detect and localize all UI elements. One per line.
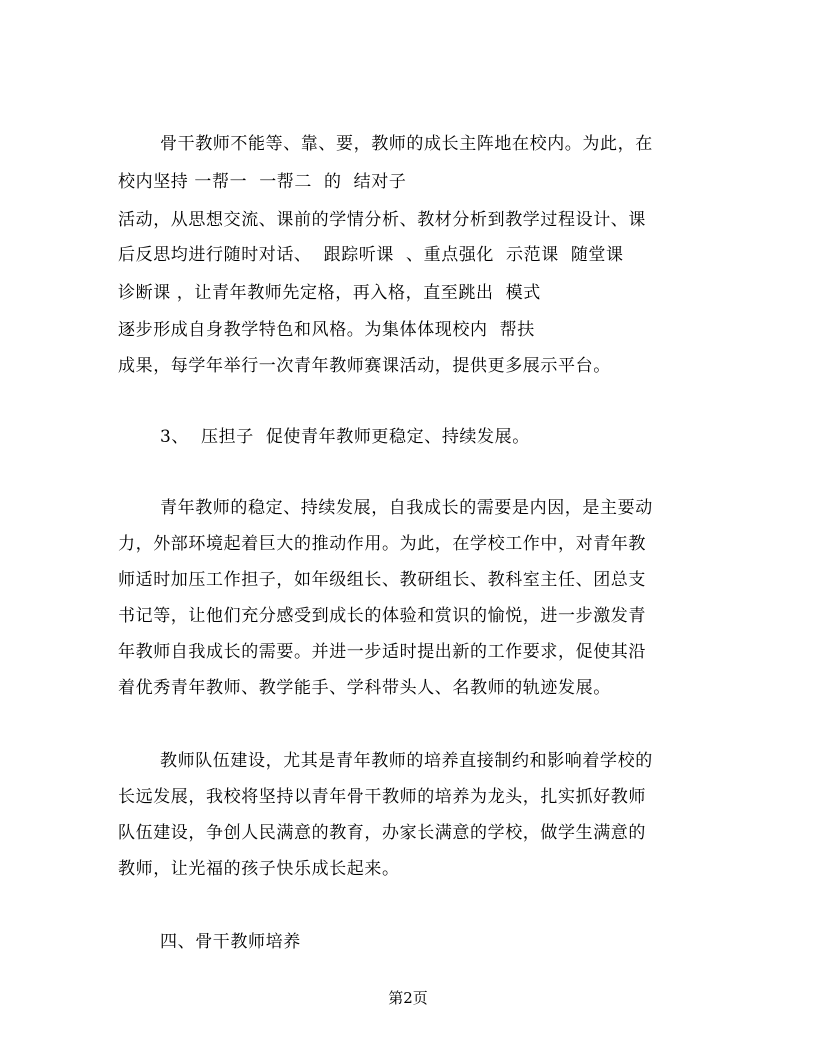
text-line: 师适时加压工作担子，如年级组长、教研组长、教科室主任、团总支 [118,570,646,590]
text-line: 书记等，让他们充分感受到成长的体验和赏识的愉悦，进一步激发青 [118,606,646,626]
text-line: 队伍建设，争创人民满意的教育，办家长满意的学校，做学生满意的 [118,823,646,843]
section-heading-4: 四、骨干教师培养 [160,932,301,952]
text-line: 成果，每学年举行一次青年教师赛课活动，提供更多展示平台。 [118,356,611,376]
text-line: 诊断课 ，让青年教师先定格，再入格，直至跳出 模式 [118,283,541,303]
text-line: 青年教师的稳定、持续发展，自我成长的需要是内因，是主要动 [160,498,653,518]
text-line: 骨干教师不能等、靠、要，教师的成长主阵地在校内。为此，在 [160,134,653,154]
text-line: 后反思均进行随时对话、 跟踪听课 、重点强化 示范课 随堂课 [118,245,624,265]
text-line: 教师队伍建设，尤其是青年教师的培养直接制约和影响着学校的 [160,751,653,771]
page-number: 第2页 [388,989,428,1007]
text-line: 力，外部环境起着巨大的推动作用。为此，在学校工作中，对青年教 [118,534,646,554]
text-line: 逐步形成自身教学特色和风格。为集体体现校内 帮扶 [118,320,535,340]
text-line: 教师，让光福的孩子快乐成长起来。 [118,859,400,879]
text-line: 着优秀青年教师、教学能手、学科带头人、名教师的轨迹发展。 [118,678,611,698]
text-line: 活动，从思想交流、课前的学情分析、教材分析到教学过程设计、课 [118,210,646,230]
text-line: 长远发展，我校将坚持以青年骨干教师的培养为龙头，扎实抓好教师 [118,787,646,807]
text-line: 年教师自我成长的需要。并进一步适时提出新的工作要求，促使其沿 [118,642,646,662]
section-heading-3: 3、 压担子 促使青年教师更稳定、持续发展。 [160,427,530,447]
text-line: 校内坚持 一帮一 一帮二 的 结对子 [118,172,407,192]
